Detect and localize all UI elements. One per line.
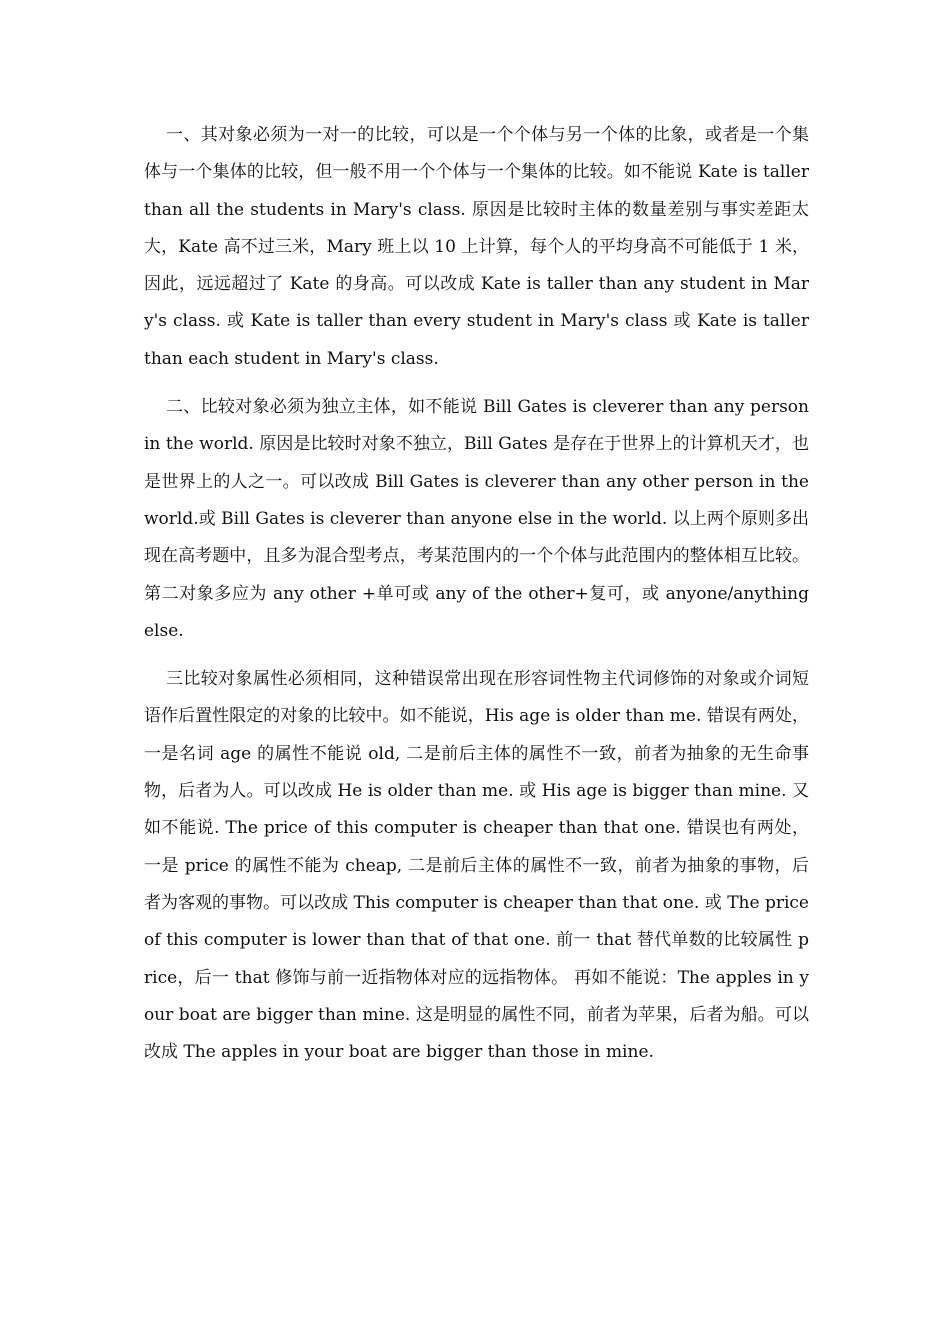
paragraph-same-attribute: 三比较对象属性必须相同，这种错误常出现在形容词性物主代词修饰的对象或介词短语作后置性限定的对象的比较中。如不能说，His age is older than me. 错误有两处，一是名词 age 的属性不能说 old, 二是前后主体的属性不一致，前者为抽象的无生命事物，后者为人。可以改成 He is older than me. 或 His age is bigger than mine. 又如不能说. The price of this computer is cheaper than that one. 错误也有两处，一是 price 的属性不能为 cheap, 二是前后主体的属性不一致，前者为抽象的事物，后者为客观的事物。可以改成 This computer is cheaper than that one. 或 The price of this computer is lower than that of that one. 前一 that 替代单数的比较属性 price，后一 that 修饰与前一近指物体对应的远指物体。 再如不能说：The apples in your boat are bigger than mine. 这是明显的属性不同，前者为苹果，后者为船。可以改成 The apples in your boat are bigger than those in mine. [144,669,809,1063]
paragraph-one-to-one-comparison: 一、其对象必须为一对一的比较，可以是一个个体与另一个体的比象，或者是一个集体与一个集体的比较，但一般不用一个个体与一个集体的比较。如不能说 Kate is taller than all the students in Mary's class. 原因是比较时主体的数量差别与事实差距太大，Kate 高不过三米，Mary 班上以 10 上计算，每个人的平均身高不可能低于 1 米，因此，远远超过了 Kate 的身高。可以改成 Kate is taller than any student in Mary's class. 或 Kate is taller than every student in Mary's class 或 Kate is taller than each student in Mary's class. [144,125,809,369]
document-body [144,117,809,1082]
paragraph-independent-subject: 二、比较对象必须为独立主体，如不能说 Bill Gates is cleverer than any person in the world. 原因是比较时对象不独立，Bill Gates 是存在于世界上的计算机天才，也是世界上的人之一。可以改成 Bill Gates is cleverer than any other person in the world.或 Bill Gates is cleverer than anyone else in the world. 以上两个原则多出现在高考题中，且多为混合型考点，考某范围内的一个个体与此范围内的整体相互比较。第二对象多应为 any other +单可或 any of the other+复可，或 anyone/anything else. [144,397,809,641]
